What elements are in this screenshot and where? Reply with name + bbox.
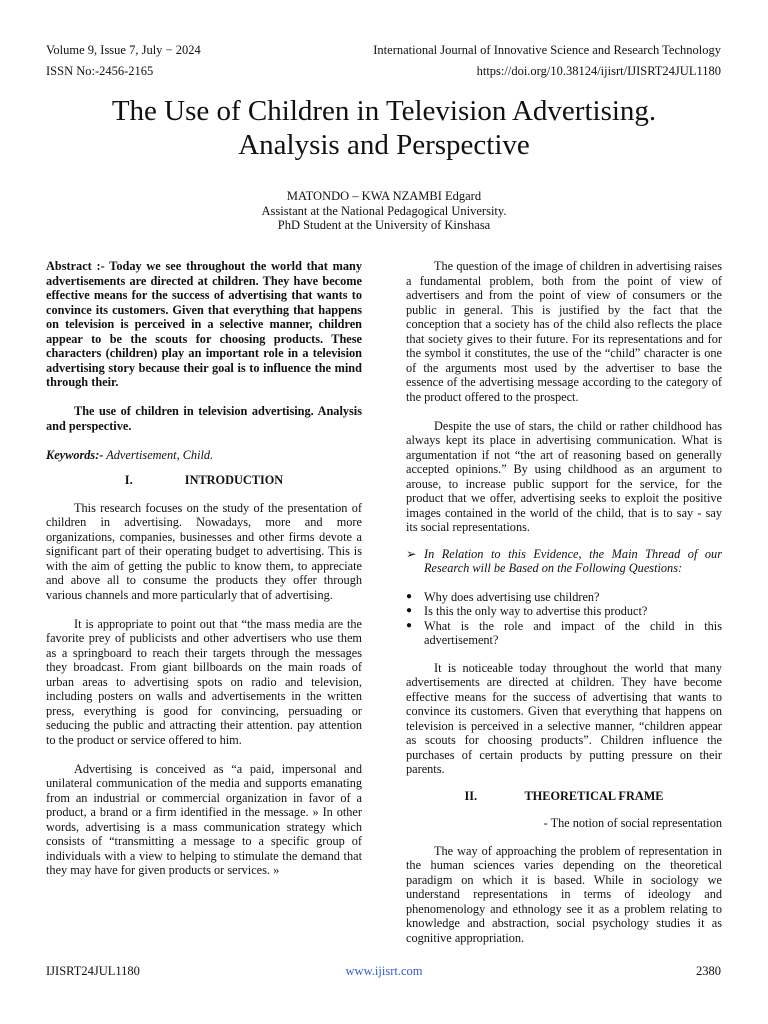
list-item: ● Is this the only way to advertise this product?	[406, 604, 648, 618]
right-column	[406, 259, 722, 945]
intro-paragraph-3: Advertising is conceived as “a paid, impersonal and unilateral communication of the media and supports emanating from an industrial or commercial organization in favor of a product, a brand or a firm identified in the message. » In other words, advertising is a mass communication strategy which consists of “transmitting a message to a specific group of individuals with a view to helping to stimulate the demand that they may have for given products or services. »	[46, 761, 362, 877]
bullet-icon: ●	[406, 590, 413, 602]
right-paragraph-2: Despite the use of stars, the child or rather childhood has always kept its place in advertising communication. What is argumentation if not “the art of reasoning based on generally accepted opinions.” By using childhood as an argument to arouse, to increase public support for the service, for the product that we offer, advertising seeks to exploit the positive images contained in the world of the child, that is to say - say its social representations.	[406, 418, 722, 534]
section-number: I.	[124, 473, 133, 487]
questions-lead-text: In Relation to this Evidence, the Main Thread of our Research will be Based on the Following Questions:	[424, 546, 722, 575]
volume-info: Volume 9, Issue 7, July − 2024	[46, 43, 201, 57]
title-line-1: The Use of Children in Television Advertising.	[111, 95, 657, 127]
right-paragraph-4: The way of approaching the problem of representation in the human sciences varies depending on the theoretical paradigm on which it is based. While in sociology we understand representations in terms of ideology and phenomenology and ethnology see it as a problem relating to knowledge and abstraction, social psychology studies it as cognitive appropriation.	[406, 843, 722, 945]
section-title: THEORETICAL FRAME	[524, 788, 664, 803]
abstract-text: Today we see throughout the world that many advertisements are directed at children. They have become effective means for the success of advertising that wants to convince its customers. Given that everything that happens on television is perceived in a selective manner, children appear to be the scouts for choosing products. These characters (children) play an important role in a television advertising story because their goal is to influence the mind through their.	[46, 259, 363, 389]
keywords-text: Advertisement, Child.	[103, 447, 214, 462]
doi-link[interactable]: https://doi.org/10.38124/ijisrt/IJISRT24JUL1180	[476, 64, 721, 78]
paper-title	[40, 94, 728, 162]
right-paragraph-3: It is noticeable today throughout the world that many advertisements are directed at children. They have become effective means for the success of advertising that wants to convince its customers. Given that everything that happens on television is perceived in a selective manner, “children appear as scouts for choosing products”. Children influence the purchases of certain products by putting pressure on their parents.	[406, 660, 722, 776]
title-restatement: The use of children in television advertising. Analysis and perspective.	[46, 404, 362, 433]
journal-name: International Journal of Innovative Science and Research Technology	[373, 43, 721, 57]
abstract-label: Abstract :-	[46, 259, 105, 273]
subheading: - The notion of social representation	[543, 816, 722, 830]
author-name: MATONDO – KWA NZAMBI Edgard	[286, 189, 482, 203]
keywords	[46, 448, 362, 463]
list-item: ● What is the role and impact of the child in this advertisement?	[406, 618, 722, 647]
author-block	[40, 189, 728, 233]
author-affiliation-1: Assistant at the National Pedagogical University.	[261, 203, 507, 218]
footer-url[interactable]: www.ijisrt.com	[345, 964, 423, 978]
arrow-bullet-icon: ➢	[406, 546, 417, 561]
section-heading-theoretical-frame	[406, 789, 722, 804]
section-number: II.	[464, 788, 478, 803]
abstract	[46, 259, 362, 390]
footer-id: IJISRT24JUL1180	[46, 964, 140, 978]
question-list	[406, 590, 722, 648]
bullet-icon: ●	[406, 619, 413, 631]
section-title: INTRODUCTION	[184, 473, 284, 487]
intro-paragraph-1: This research focuses on the study of the presentation of children in advertising. Nowadays, more and more organizations, companies, businesses and other firms devote a significant part of their operating budget to advertising. This is with the aim of getting the public to know them, to appreciate and above all to consume the products they offer through various channels and more particularly that of advertising.	[46, 500, 362, 602]
issn: ISSN No:-2456-2165	[46, 64, 154, 78]
questions-lead	[406, 547, 722, 576]
page-number: 2380	[696, 964, 721, 978]
section-heading-introduction	[46, 473, 362, 488]
list-item: ● Why does advertising use children?	[406, 589, 600, 604]
keywords-label: Keywords:-	[46, 447, 104, 462]
title-line-2: Analysis and Perspective	[238, 129, 530, 161]
bullet-icon: ●	[406, 605, 413, 616]
author-affiliation-2: PhD Student at the University of Kinshasa	[277, 218, 491, 232]
left-column	[46, 259, 362, 878]
right-paragraph-1: The question of the image of children in advertising raises a fundamental problem, both from the point of view of advertisers and from the point of view of consumers or the public in general. This is justified by the fact that the conception that a society has of the child also reflects the place that society gives to their future. For its representations and for the symbol it constitutes, the use of the “child” character is one of the arguments most used by the advertiser to base the essence of the advertising message according to the category of the product offered to the prospect.	[406, 259, 722, 404]
intro-paragraph-2: It is appropriate to point out that “the mass media are the favorite prey of publicists and other advertisers who use them as a springboard to reach their targets through the messages they broadcast. From giant billboards on the main roads of urban areas to advertising spots on radio and television, including posters on walls and advertisements in the written press, everything is good for convincing, persuading or seducing the public and attracting their attention. pay attention to the product or service offered to him.	[46, 616, 362, 747]
